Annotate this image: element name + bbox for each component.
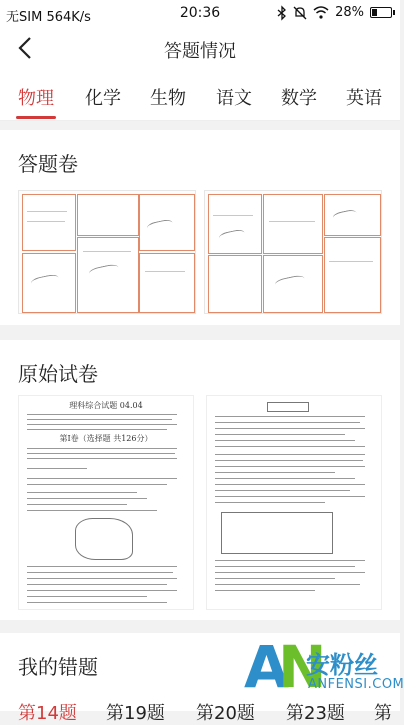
answer-sheet-page-2[interactable] xyxy=(204,190,382,314)
paper-line xyxy=(215,502,325,503)
sheet-line xyxy=(83,251,131,252)
sheet-panel xyxy=(324,237,381,313)
paper-heading: 理科综合试题 04.04 xyxy=(69,401,143,410)
paper-line xyxy=(215,416,365,417)
paper-line xyxy=(27,478,177,479)
paper-line xyxy=(27,458,177,459)
paper-line xyxy=(27,498,147,499)
paper-line xyxy=(27,596,147,597)
paper-line xyxy=(27,414,177,415)
wifi-icon xyxy=(313,6,329,19)
sheet-panel xyxy=(77,194,139,236)
sheet-panel xyxy=(208,194,262,254)
answer-sheet-page-1[interactable] xyxy=(18,190,196,314)
bluetooth-icon xyxy=(277,6,287,20)
paper-line xyxy=(215,496,365,497)
paper-line xyxy=(215,460,363,461)
paper-line xyxy=(215,478,355,479)
paper-line xyxy=(27,584,167,585)
site-watermark xyxy=(244,633,404,707)
paper-line xyxy=(215,466,365,467)
paper-line xyxy=(215,434,345,435)
paper-line xyxy=(215,446,365,447)
battery-icon xyxy=(370,7,392,18)
network-speed: 564K/s xyxy=(46,10,91,25)
tab-chinese[interactable]: 语文 xyxy=(216,88,252,109)
paper-line xyxy=(27,453,175,454)
wrong-question-item[interactable]: 第20题 xyxy=(196,703,255,724)
original-paper-page-1[interactable] xyxy=(18,395,194,610)
sheet-line xyxy=(329,261,373,262)
paper-line xyxy=(27,419,172,420)
sheet-line xyxy=(213,215,253,216)
clock: 20:36 xyxy=(179,5,221,21)
paper-line xyxy=(27,468,87,469)
paper-line xyxy=(27,566,177,567)
paper-line xyxy=(215,560,365,561)
sheet-line xyxy=(27,211,67,212)
paper-line xyxy=(215,454,365,455)
wrong-question-item[interactable]: 第14题 xyxy=(18,703,77,724)
paper-line xyxy=(215,472,335,473)
answer-sheet-thumbnails xyxy=(18,190,382,314)
original-paper-page-2[interactable] xyxy=(206,395,382,610)
paper-section-heading: 第Ⅰ卷（选择题 共126分） xyxy=(59,434,153,443)
paper-line xyxy=(27,572,173,573)
navigation-bar xyxy=(0,28,400,70)
original-paper-title: 原始试卷 xyxy=(18,362,98,386)
subject-tabs xyxy=(0,70,400,121)
paper-line xyxy=(27,602,167,603)
paper-line xyxy=(215,422,360,423)
tab-physics[interactable]: 物理 xyxy=(18,88,54,109)
sheet-line xyxy=(27,221,65,222)
sheet-panel xyxy=(263,194,323,254)
paper-line xyxy=(215,440,355,441)
sheet-panel xyxy=(22,194,76,251)
watermark-site: ANFENSI.COM xyxy=(308,677,404,692)
paper-line xyxy=(27,424,177,425)
status-icons xyxy=(277,5,392,20)
paper-line xyxy=(215,572,365,573)
paper-line xyxy=(27,429,167,430)
mute-icon xyxy=(293,6,307,20)
paper-line xyxy=(215,566,355,567)
active-tab-indicator xyxy=(16,116,56,119)
paper-line xyxy=(215,584,360,585)
original-paper-thumbnails xyxy=(18,395,382,610)
sheet-panel xyxy=(208,255,262,313)
paper-line xyxy=(27,484,167,485)
paper-line xyxy=(215,590,315,591)
paper-line xyxy=(215,490,350,491)
battery-percent: 28% xyxy=(335,5,364,20)
wrong-question-item[interactable]: 第19题 xyxy=(106,703,165,724)
wrong-questions-title: 我的错题 xyxy=(18,655,98,679)
paper-figure xyxy=(267,402,309,412)
carrier-label: 无SIM xyxy=(6,10,43,25)
battery-level xyxy=(372,9,377,16)
status-bar xyxy=(0,0,400,28)
paper-line xyxy=(215,484,365,485)
paper-line xyxy=(27,448,177,449)
paper-line xyxy=(27,504,127,505)
original-paper-section xyxy=(0,340,400,620)
tab-biology[interactable]: 生物 xyxy=(150,88,186,109)
sheet-line xyxy=(269,221,315,222)
sheet-panel xyxy=(139,253,195,313)
paper-graph xyxy=(221,512,333,554)
watermark-letter-a: A xyxy=(244,633,289,701)
answer-sheet-title: 答题卷 xyxy=(18,152,78,176)
wrong-question-item[interactable]: 第23题 xyxy=(286,703,345,724)
paper-line xyxy=(27,578,177,579)
paper-line xyxy=(215,428,365,429)
paper-figure xyxy=(75,518,133,560)
watermark-name: 安粉丝 xyxy=(306,651,378,679)
wrong-question-item[interactable]: 第 xyxy=(374,703,392,724)
paper-line xyxy=(215,578,335,579)
tab-chemistry[interactable]: 化学 xyxy=(85,88,121,109)
watermark-letter-n: N xyxy=(278,633,327,701)
page-title: 答题情况 xyxy=(164,41,236,62)
tab-math[interactable]: 数学 xyxy=(281,88,317,109)
paper-line xyxy=(27,492,137,493)
paper-line xyxy=(27,510,157,511)
tab-english[interactable]: 英语 xyxy=(346,88,382,109)
answer-sheet-section xyxy=(0,130,400,325)
sheet-line xyxy=(145,271,185,272)
paper-line xyxy=(27,590,177,591)
